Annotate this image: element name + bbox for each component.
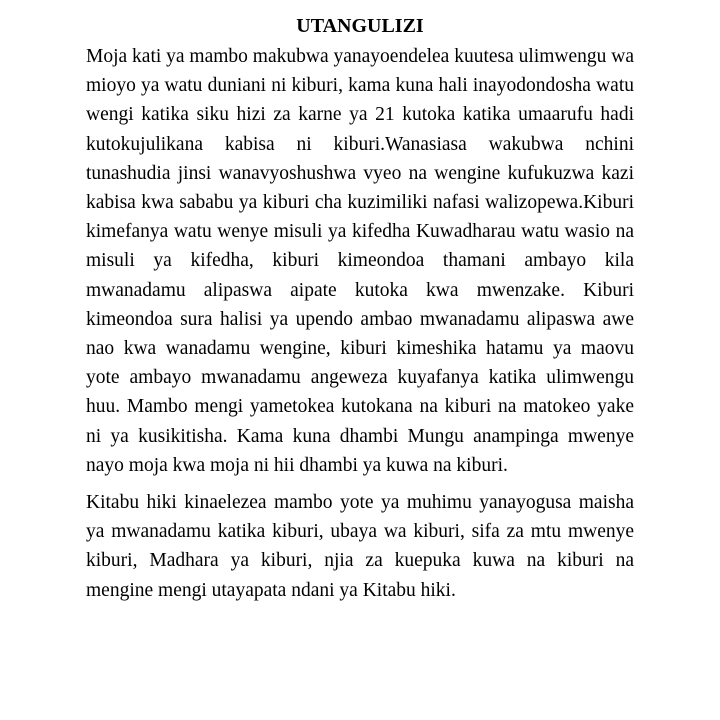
paragraph-2: Kitabu hiki kinaelezea mambo yote ya muhimu yanayogusa maisha ya mwanadamu katika kiburi, ubaya wa kiburi, sifa za mtu mwenye kiburi, Madhara ya kiburi, njia za kuepuka kuwa na kiburi na mengine mengi utayapata ndani ya Kitabu hiki. (86, 492, 634, 601)
document-title: UTANGULIZI (296, 15, 424, 37)
document-page (86, 14, 634, 605)
paragraph-1: Moja kati ya mambo makubwa yanayoendelea kuutesa ulimwengu wa mioyo ya watu duniani ni kiburi, kama kuna hali inayodondosha watu wengi katika siku hizi za karne ya 21 kutoka katika umaarufu hadi kutokujulikana kabisa ni kiburi.Wanasiasa wakubwa nchini tunashudia jinsi wanavyoshushwa vyeo na wengine kufukuzwa kazi kabisa kwa sababu ya kiburi cha kuzimiliki nafasi walizopewa.Kiburi kimefanya watu wenye misuli ya kifedha Kuwadharau watu wasio na misuli ya kifedha, kiburi kimeondoa thamani ambayo kila mwanadamu alipaswa aipate kutoka kwa mwenzake. Kiburi kimeondoa sura halisi ya upendo ambao mwanadamu alipaswa awe nao kwa wanadamu wengine, kiburi kimeshika hatamu ya maovu yote ambayo mwanadamu angeweza kuyafanya katika ulimwengu huu. Mambo mengi yametokea kutokana na kiburi na matokeo yake ni ya kusikitisha. Kama kuna dhambi Mungu anampinga mwenye nayo moja kwa moja ni hii dhambi ya kuwa na kiburi. (86, 46, 634, 476)
